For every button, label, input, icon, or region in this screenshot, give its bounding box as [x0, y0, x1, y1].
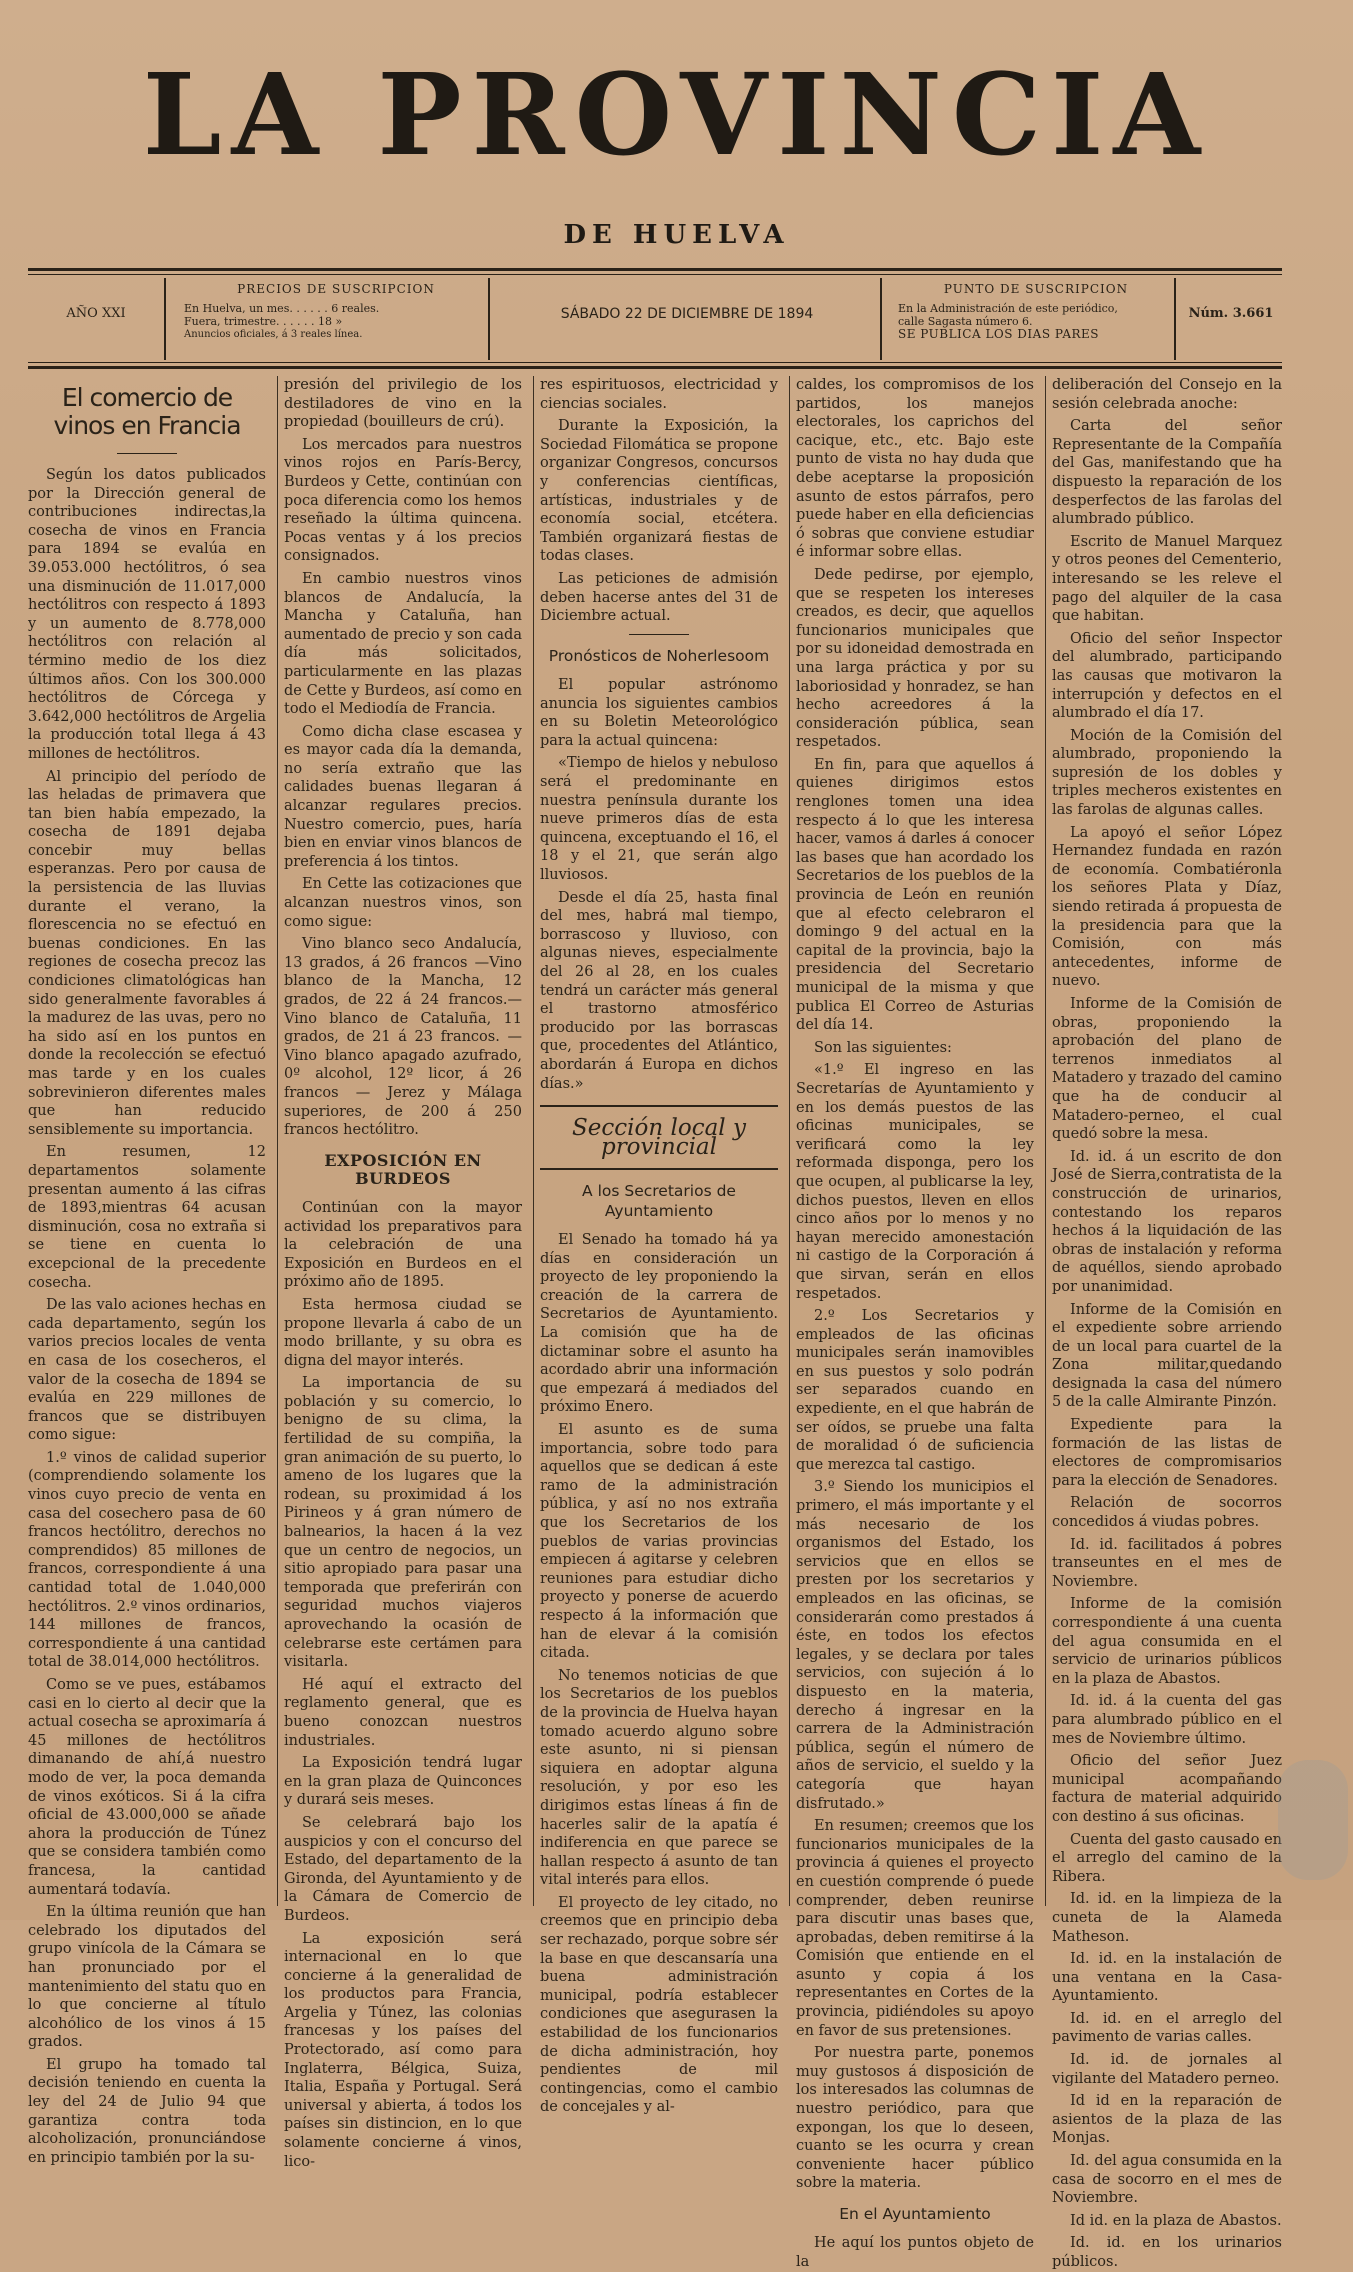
paragraph: En fin, para que aquellos á quienes dirigimos estos renglones tomen una idea respecto á lo que les interesa hacer, vamos á darles á conocer las bases que han acordado los Secretarios de los pueblos de la provincia de León en reunión que al efecto celebraron el domingo 9 del actual en la capital de la provincia, bajo la presidencia del Secretario municipal de la misma y que publica El Correo de Asturias del día 14.	[796, 756, 1034, 1034]
info-bar	[28, 278, 1282, 360]
paper-stain	[1278, 1760, 1348, 1880]
masthead-subtitle: DE HUELVA	[563, 220, 790, 250]
paragraph: La importancia de su población y su comercio, lo benigno de su clima, la fertilidad de su compiña, la gran animación de su puerto, lo ameno de los lugares que la rodean, su proximidad á los Pirineos y á gran número de balnearios, la hacen á la vez que un centro de negocios, un sitio apropiado para pasar una temporada que preferirán con seguridad muchos viajeros aprovechando la ocasión de celebrarse este certámen para visitarla.	[284, 1375, 522, 1671]
punto-cell	[886, 278, 1176, 360]
precios-line-2: Fuera, trimestre. . . . . . 18 »	[184, 315, 343, 328]
article-columns	[28, 376, 1282, 2270]
punto-label: PUNTO DE SUSCRIPCION	[943, 282, 1129, 296]
list-item: Id id. en la plaza de Abastos.	[1070, 2212, 1282, 2229]
paragraph: Las peticiones de admisión deben hacerse antes del 31 de Diciembre actual.	[540, 570, 778, 625]
column-separator	[789, 376, 790, 1906]
paragraph: He aquí los puntos objeto de la	[796, 2235, 1034, 2270]
list-item: Id. id. en la limpieza de la cuneta de la Alameda Matheson.	[1052, 1891, 1282, 1945]
list-item: Carta del señor Representante de la Compañía del Gas, manifestando que ha dispuesto la reparación de los desperfectos de las farolas del alumbrado público.	[1052, 418, 1282, 528]
paragraph: «1.º El ingreso en las Secretarías de Ayuntamiento y en los demás puestos de las oficinas municipales, se verificará como la ley reformada disponga, pero los que ocupen, al publicarse la ley, dichos puestos, lleven en ellos cinco años por lo menos y no hayan merecido amonestación ni castigo de la Corporación á que sirvan, serán en ellos respetados.	[796, 1062, 1034, 1302]
header-rule-bottom	[28, 366, 1282, 369]
paragraph: En la última reunión que han celebrado los diputados del grupo vinícola de la Cámara se han pronunciado por el mantenimiento del statu quo en lo que concierne al título alcohólico de los vinos á 15 grados.	[28, 1904, 266, 2051]
column-5	[1052, 376, 1282, 2270]
paragraph: 1.º vinos de calidad superior (comprendiendo solamente los vinos cuyo precio de venta en casa del cosechero pasa de 60 francos hectólitro, derechos no comprendidos) 85 millones de francos, correspondiente á una cantidad total de 1.040,000 hectólitros. 2.º vinos ordinarios, 144 millones de francos, correspondiente á una cantidad total de 38.014,000 hectólitros.	[28, 1449, 266, 1671]
header-rule-bottom-thin	[28, 362, 1282, 363]
heading-divider	[117, 453, 177, 454]
article-heading-pronosticos: Pronósticos de Noherlesoom	[548, 646, 770, 665]
punto-line-3: SE PUBLICA LOS DIAS PARES	[898, 327, 1100, 341]
list-item: Moción de la Comisión del alumbrado, proponiendo la supresión de los dobles y triples mecheros existentes en las farolas de algunas calles.	[1052, 727, 1282, 819]
paragraph: Desde el día 25, hasta final del mes, habrá mal tiempo, borrascoso y lluvioso, con algunas nieves, especialmente del 26 al 28, en los cuales tendrá un carácter más general el trastorno atmosférico producido por las borrascas que, procedentes del Atlántico, abordarán á Europa en dichos días.»	[540, 889, 778, 1092]
header-rule-top	[28, 268, 1282, 271]
list-item: Id. id. facilitados á pobres transeuntes en el mes de Noviembre.	[1052, 1536, 1282, 1590]
list-item: Informe de la comisión correspondiente á una cuenta del agua consumida en el servicio de urinarios públicos en la plaza de Abastos.	[1052, 1596, 1282, 1687]
paragraph: Se celebrará bajo los auspicios y con el concurso del Estado, del departamento de la Gironda, del Ayuntamiento y de la Cámara de Comercio de Burdeos.	[284, 1814, 522, 1924]
paragraph: En resumen; creemos que los funcionarios municipales de la provincia á quienes el proyecto en cuestión comprende ó puede comprender, deben reunirse para discutir unas bases que, aprobadas, deben remitirse á la Comisión que entiende en el asunto y copia á los representantes en Cortes de la provincia, pidiéndoles su apoyo en favor de sus pretensiones.	[796, 1818, 1034, 2039]
paragraph: No tenemos noticias de que los Secretarios de los pueblos de la provincia de Huelva hayan tomado acuerdo alguno sobre este asunto, ni si piensan siquiera en adoptar alguna resolución, y por eso les dirigimos estas líneas á fin de hacerles salir de la apatía é indiferencia en que parece se hallan respecto á asunto de tan vital interés para ellos.	[540, 1667, 778, 1889]
paragraph: De las valo aciones hechas en cada departamento, según los varios precios locales de venta en casa de los cosecheros, el valor de la cosecha de 1894 se evalúa en 229 millones de francos que se distribuyen como sigue:	[28, 1297, 266, 1444]
paragraph: deliberación del Consejo en la sesión celebrada anoche:	[1052, 377, 1282, 412]
column-separator	[533, 376, 534, 1906]
punto-line-1: En la Administración de este periódico,	[898, 302, 1118, 315]
list-item: Oficio del señor Inspector del alumbrado, participando las causas que motivaron la interrupción y defectos en el alumbrado el día 17.	[1052, 630, 1282, 722]
column-3	[540, 376, 778, 2116]
paragraph: Vino blanco seco Andalucía, 13 grados, á 26 francos —Vino blanco de la Mancha, 12 grados, de 22 á 24 francos.—Vino blanco de Cataluña, 11 grados, de 21 á 23 francos. —Vino blanco apagado azufrado, 0º alcohol, 12º licor, á 26 francos — Jerez y Málaga superiores, de 200 á 250 francos hectólitro.	[284, 936, 522, 1139]
list-item: Id id en la reparación de asientos de la plaza de las Monjas.	[1052, 2093, 1282, 2147]
section-heading-local: Sección local y provincial	[540, 1105, 778, 1170]
list-item: Informe de la Comisión en el expediente sobre arriendo de un local para cuartel de la Zona militar,quedando designada la casa del número 5 de la calle Almirante Pinzón.	[1052, 1301, 1282, 1411]
article-heading-secretarios: A los Secretarios de Ayuntamiento	[582, 1182, 736, 1220]
paragraph: presión del privilegio de los destiladores de vino en la propiedad (bouilleurs de crú).	[284, 377, 522, 431]
paragraph: Al principio del período de las heladas de primavera que tan bien había empezado, la cosecha de 1891 dejaba concebir muy bellas esperanzas. Pero por causa de la persistencia de las lluvias durante el verano, la florescencia no se efectuó en buenas condiciones. En las regiones de cosecha precoz las condiciones climatológicas han sido generalmente favorables á la madurez de las uvas, pero no ha sido así en los puntos en donde la recolección se efectuó mas tarde y en los cuales sobrevinieron diferentes males que han reducido sensiblemente su importancia.	[28, 768, 266, 1138]
year-cell	[28, 278, 166, 360]
paragraph: En cambio nuestros vinos blancos de Andalucía, la Mancha y Cataluña, han aumentado de precio y son cada día más solicitados, particularmente en las plazas de Cette y Burdeos, así como en todo el Mediodía de Francia.	[284, 570, 522, 718]
column-separator	[1045, 376, 1046, 1906]
paragraph: caldes, los compromisos de los partidos, los manejos electorales, los caprichos del cacique, etc., etc. Bajo este punto de vista no hay duda que debe aceptarse la proposición asunto de estos párrafos, pero puede haber en ella deficiencias ó sobras que conviene estudiar é informar sobre ellas.	[796, 377, 1034, 561]
paragraph: La Exposición tendrá lugar en la gran plaza de Quinconces y durará seis meses.	[284, 1755, 522, 1809]
article-heading-ayuntamiento: En el Ayuntamiento	[839, 2205, 991, 2223]
column-1	[28, 376, 266, 2166]
paragraph: Los mercados para nuestros vinos rojos en París-Bercy, Burdeos y Cette, continúan con poca diferencia como los hemos reseñado la última quincena. Pocas ventas y á los precios consignados.	[284, 436, 522, 565]
list-item: Informe de la Comisión de obras, proponiendo la aprobación del plano de terrenos inmediatos al Matadero y trazado del camino que ha de conducir al Matadero-perneo, el cual quedó sobre la mesa.	[1052, 996, 1282, 1143]
paragraph: Por nuestra parte, ponemos muy gustosos á disposición de los interesados las columnas de nuestro periódico, para que expongan, los que lo deseen, cuanto se les ocurra y crean conveniente hacer público sobre la materia.	[796, 2045, 1034, 2192]
number-cell	[1180, 278, 1282, 360]
list-item: Id. id. en los urinarios públicos.	[1052, 2235, 1282, 2270]
list-item: Cuenta del gasto causado en el arreglo del camino de la Ribera.	[1052, 1831, 1282, 1885]
paragraph: La exposición será internacional en lo que concierne á la generalidad de los productos para Francia, Argelia y Túnez, las colonias francesas y los países del Protectorado, así como para Inglaterra, Bélgica, Suiza, Italia, España y Portugal. Será universal y abierta, á todos los países sin distincion, en lo que solamente concierne á vinos, lico-	[284, 1930, 522, 2170]
paragraph: Según los datos publicados por la Dirección general de contribuciones indirectas,la cosecha de vinos en Francia para 1894 se evalúa en 39.053.000 hectólitros, ó sea una disminución de 11.017,000 hectólitros con respecto á 1893 y un aumento de 8.778,000 hectólitros con relación al término medio de los diez últimos años. Con los 300.000 hectólitros de Córcega y 3.642,000 hectólitros de Argelia la producción total llega á 43 millones de hectólitros.	[28, 467, 266, 762]
list-item: Relación de socorros concedidos á viudas pobres.	[1052, 1495, 1282, 1531]
precios-cell	[170, 278, 490, 360]
precios-label: PRECIOS DE SUSCRIPCION	[237, 282, 435, 296]
paragraph: El proyecto de ley citado, no creemos que en principio deba ser rechazado, porque sobre sér la base en que descansaría una buena administración municipal, podría establecer condiciones que asegurasen la estabilidad de los funcionarios de dicha administración, hoy pendientes de mil contingencias, como el cambio de concejales y al-	[540, 1894, 778, 2116]
paragraph: Como dicha clase escasea y es mayor cada día la demanda, no sería extraño que las calidades buenas llegaran á alcanzar regulares precios. Nuestro comercio, pues, haría bien en enviar vinos blancos de preferencia á los tintos.	[284, 723, 522, 870]
list-item: Escrito de Manuel Marquez y otros peones del Cementerio, interesando se les releve el pago del alquiler de la casa que habitan.	[1052, 533, 1282, 625]
paragraph: Continúan con la mayor actividad los preparativos para la celebración de una Exposición en Burdeos en el próximo año de 1895.	[284, 1199, 522, 1291]
paragraph: Durante la Exposición, la Sociedad Filomática se propone organizar Congresos, concursos y conferencias científicas, artísticas, industriales y de economía social, etcétera. También organizará fiestas de todas clases.	[540, 418, 778, 565]
paragraph: res espirituosos, electricidad y ciencias sociales.	[540, 377, 778, 412]
precios-line-3: Anuncios oficiales, á 3 reales línea.	[184, 329, 363, 340]
year-label: AÑO XXI	[66, 306, 126, 321]
paragraph: El Senado ha tomado há ya días en consideración un proyecto de ley proponiendo la creación de la carrera de Secretarios de Ayuntamiento. La comisión que ha de dictaminar sobre el asunto ha acordado abrir una información que empezará á mediados del próximo Enero.	[540, 1232, 778, 1416]
punto-line-2: calle Sagasta número 6.	[898, 315, 1033, 328]
masthead-title: LA PROVINCIA	[142, 50, 1211, 181]
article-heading-exposicion: EXPOSICIÓN EN BURDEOS	[324, 1150, 482, 1189]
paragraph: Como se ve pues, estábamos casi en lo cierto al decir que la actual cosecha se aproximaría á 45 millones de hectólitros dimanando de ahí,á nuestro modo de ver, la poca demanda de vinos exóticos. Si á la cifra oficial de 43.000,000 se añade ahora la producción de Túnez que se considera también como francesa, la cantidad aumentará todavía.	[28, 1677, 266, 1898]
paragraph: El asunto es de suma importancia, sobre todo para aquellos que se dedican á este ramo de la administración pública, y así no nos extraña que los Secretarios de los pueblos de varias provincias empiecen á agitarse y celebren reuniones para estudiar dicho proyecto y ponerse de acuerdo respecto á la información que han de elevar á la comisión citada.	[540, 1422, 778, 1662]
paragraph: En resumen, 12 departamentos solamente presentan aumento á las cifras de 1893,mientras 64 acusan disminución, cosa no extraña si se tiene en cuenta lo excepcional de la precedente cosecha.	[28, 1144, 266, 1291]
issue-number: Núm. 3.661	[1188, 306, 1274, 321]
paragraph: 2.º Los Secretarios y empleados de las oficinas municipales serán inamovibles en sus puestos y solo podrán ser separados cuando en expediente, en el que habrán de ser oídos, se pruebe una falta de moralidad ó de suficiencia que merezca tal castigo.	[796, 1308, 1034, 1473]
list-item: Id. id. á un escrito de don José de Sierra,contratista de la construcción de urinarios, contestando los reparos hechos á la liquidación de las obras de instalación y reforma de aquéllos, siendo aprobado por unanimidad.	[1052, 1148, 1282, 1295]
article-heading-wine: El comercio de vinos en Francia	[53, 383, 241, 440]
paragraph: Hé aquí el extracto del reglamento general, que es bueno conozcan nuestros industriales.	[284, 1676, 522, 1749]
list-item: Id. id. en la instalación de una ventana en la Casa-Ayuntamiento.	[1052, 1951, 1282, 2005]
list-item: Oficio del señor Juez municipal acompañando factura de material adquirido con destino á sus oficinas.	[1052, 1753, 1282, 1825]
paragraph: Esta hermosa ciudad se propone llevarla á cabo de un modo brillante, y su obra es digna del mayor interés.	[284, 1296, 522, 1369]
header-rule-top-thin	[28, 274, 1282, 275]
article-divider	[629, 634, 689, 635]
list-item: Id. id. de jornales al vigilante del Matadero perneo.	[1052, 2052, 1282, 2087]
column-4	[796, 376, 1034, 2270]
paragraph: El popular astrónomo anuncia los siguientes cambios en su Boletin Meteorológico para la actual quincena:	[540, 677, 778, 749]
paragraph: El grupo ha tomado tal decisión teniendo en cuenta la ley del 24 de Julio 94 que garantiza contra toda alcoholización, pronunciándose en principio también por la su-	[28, 2056, 266, 2166]
issue-date: SÁBADO 22 DE DICIEMBRE DE 1894	[560, 306, 814, 322]
date-cell	[494, 278, 882, 360]
paragraph: Son las siguientes:	[814, 1039, 952, 1056]
paragraph: Dede pedirse, por ejemplo, que se respeten los intereses creados, es decir, que aquellos funcionarios municipales que por su idoneidad demostrada en una larga práctica y por su laboriosidad y honradez, se han hecho acreedores á la consideración pública, sean respetados.	[796, 566, 1034, 751]
list-item: Id. id. á la cuenta del gas para alumbrado público en el mes de Noviembre último.	[1052, 1693, 1282, 1747]
list-item: Id. del agua consumida en la casa de socorro en el mes de Noviembre.	[1052, 2153, 1282, 2207]
precios-line-1: En Huelva, un mes. . . . . . 6 reales.	[184, 302, 380, 315]
paragraph: 3.º Siendo los municipios el primero, el más importante y el más necesario de los organismos del Estado, los servicios que en ellos se presten por los secretarios y empleados en las oficinas, se considerarán como prestados á éste, en todos los efectos legales, y se declara por tales servicios, con sujeción á lo dispuesto en la materia, derecho á ingresar en la carrera de la Administración pública, según el número de años de servicio, el sueldo y la categoría que hayan disfrutado.»	[796, 1479, 1034, 1812]
list-item: La apoyó el señor López Hernandez fundada en razón de economía. Combatiéronla los señores Plata y Díaz, siendo retirada á propuesta de la presidencia para que la Comisión, con más antecedentes, informe de nuevo.	[1052, 824, 1282, 990]
column-2	[284, 376, 522, 2170]
column-separator	[277, 376, 278, 1906]
paragraph: En Cette las cotizaciones que alcanzan nuestros vinos, son como sigue:	[284, 876, 522, 930]
list-item: Id. id. en el arreglo del pavimento de varias calles.	[1052, 2010, 1282, 2046]
list-item: Expediente para la formación de las listas de electores de compromisarios para la elección de Senadores.	[1052, 1417, 1282, 1489]
paragraph: «Tiempo de hielos y nebuloso será el predominante en nuestra península durante los nueve primeros días de esta quincena, exceptuando el 16, el 18 y el 21, que serán algo lluviosos.	[540, 755, 778, 884]
